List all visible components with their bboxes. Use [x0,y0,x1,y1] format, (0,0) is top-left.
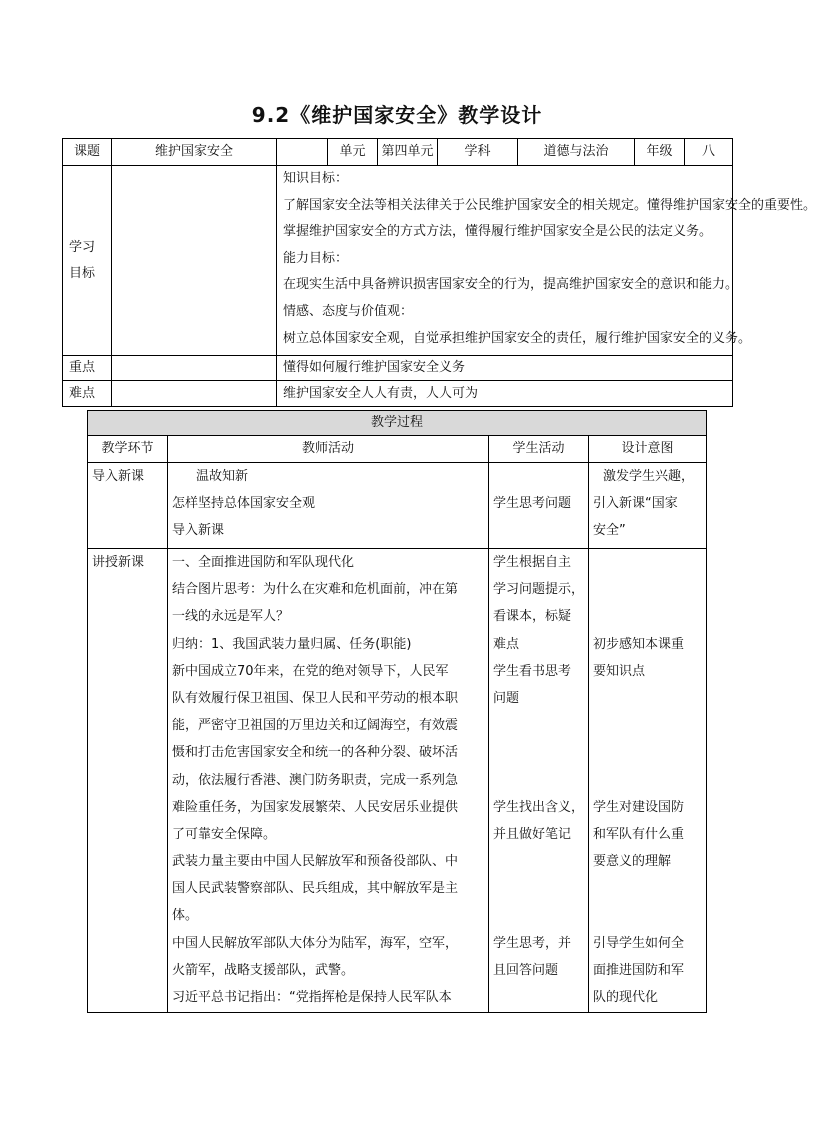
blank-cell [277,139,328,166]
grade-label: 年级 [635,139,685,166]
intent-line [593,603,702,630]
teacher-line: 了可靠安全保障。 [172,826,277,842]
goal-line: 能力目标： [283,250,349,266]
student-line [493,739,584,766]
goal-line: 树立总体国家安全观，自觉承担维护国家安全的责任，履行维护国家安全的义务。 [283,330,752,346]
process-table [87,410,707,1013]
stage-cell [88,549,168,1013]
teacher-line: 武装力量主要由中国人民解放军和预备役部队、中 [172,854,459,870]
table-row [88,463,707,549]
intent-line [593,875,702,902]
student-line [493,767,584,794]
teacher-line: 中国人民解放军部队大体分为陆军，海军，空军， [172,935,459,951]
subject-value: 道德与法治 [518,139,635,166]
teacher-line: 导入新课 [172,523,225,539]
student-line [493,712,584,739]
stage-cell [88,463,168,549]
teacher-line: 怎样坚持总体国家安全观 [172,496,316,512]
intent-line: 激发学生兴趣， [603,469,695,484]
stage-label: 导入新课 [92,469,145,484]
student-line: 看课本，标疑 [493,609,572,625]
header-stage: 教学环节 [88,436,168,463]
teacher-line: 动，依法履行香港、澳门防务职责，完成一系列急 [172,772,459,788]
student-line: 学生找出含义， [493,799,585,815]
intent-line: 要意义的理解 [593,854,672,870]
student-line [493,517,584,544]
teacher-line: 能，严密守卫祖国的万里边关和辽阔海空，有效震 [172,718,459,734]
student-line [493,463,584,490]
goals-label-line-1: 学习 [69,239,96,255]
intent-line: 安全” [593,523,626,539]
course-label: 课题 [63,139,112,166]
teacher-line: 火箭军，战略支援部队，武警。 [172,962,355,978]
subject-label: 学科 [438,139,518,166]
teacher-line: 国人民武装警察部队、民兵组成，其中解放军是主 [172,881,459,897]
intent-line [593,685,702,712]
intent-line: 要知识点 [593,663,646,679]
student-line [493,984,584,1011]
intent-line: 和军队有什么重 [593,826,685,842]
key-blank [112,356,277,381]
student-cell [489,549,589,1013]
student-line: 难点 [493,636,520,652]
student-cell [489,463,589,549]
student-line [493,875,584,902]
teacher-line: 归纳：1、我国武装力量归属、任务(职能) [172,636,412,652]
teacher-line: 一、全面推进国防和军队现代化 [172,555,355,570]
unit-label: 单元 [328,139,378,166]
goals-blank [112,166,277,356]
student-line: 学习问题提示， [493,582,585,598]
goals-label [63,166,112,356]
unit-value: 第四单元 [378,139,438,166]
intent-cell [589,549,707,1013]
student-line [493,848,584,875]
goal-line: 了解国家安全法等相关法律关于公民维护国家安全的相关规定。懂得维护国家安全的重要性。 [283,197,816,213]
goal-line: 知识目标： [283,171,349,186]
process-title: 教学过程 [88,411,707,436]
teacher-line: 新中国成立70年来，在党的绝对领导下，人民军 [172,663,449,679]
student-line: 学生思考，并 [493,935,572,951]
goals-content [277,166,816,356]
key-value: 懂得如何履行维护国家安全义务 [277,356,733,381]
intent-line [593,549,702,576]
teacher-line: 队有效履行保卫祖国、保卫人民和平劳动的根本职 [172,690,459,706]
student-line: 学生看书思考 [493,663,572,679]
difficulty-value: 维护国家安全人人有责，人人可为 [277,381,733,407]
student-line: 学生根据自主 [493,555,572,570]
student-line [493,902,584,929]
stage-label: 讲授新课 [92,555,145,570]
teacher-line: 一线的永远是军人？ [172,609,290,625]
header-student: 学生活动 [489,436,589,463]
teacher-line: 习近平总书记指出：“党指挥枪是保持人民军队本 [172,990,452,1005]
difficulty-label: 难点 [63,381,112,407]
intent-line [593,902,702,929]
teacher-line: 难险重任务，为国家发展繁荣、人民安居乐业提供 [172,799,459,815]
teacher-line: 体。 [172,908,199,924]
intent-line: 学生对建设国防 [593,799,685,815]
teacher-line: 温故知新 [196,469,249,484]
goals-label-line-2: 目标 [69,265,96,281]
intent-line [593,712,702,739]
teacher-line: 慑和打击危害国家安全和统一的各种分裂、破坏活 [172,745,459,761]
teacher-cell [168,463,489,549]
student-line: 并且做好笔记 [493,826,572,842]
intent-line: 面推进国防和军 [593,962,685,978]
intent-line [593,767,702,794]
page-title: 9.2《维护国家安全》教学设计 [251,103,543,127]
intent-line [593,576,702,603]
course-value: 维护国家安全 [112,139,277,166]
teacher-cell [168,549,489,1013]
header-intent: 设计意图 [589,436,707,463]
student-line: 学生思考问题 [493,496,572,512]
intent-line: 引导学生如何全 [593,935,685,951]
teacher-line: 结合图片思考：为什么在灾难和危机面前，冲在第 [172,582,459,598]
student-line: 问题 [493,690,520,706]
header-teacher: 教师活动 [168,436,489,463]
grade-value: 八 [685,139,733,166]
goal-line: 掌握维护国家安全的方式方法，懂得履行维护国家安全是公民的法定义务。 [283,224,713,240]
intent-line: 初步感知本课重 [593,636,685,652]
goal-line: 情感、态度与价值观： [283,303,414,319]
intent-line: 队的现代化 [593,990,659,1005]
intent-line [593,739,702,766]
student-line: 且回答问题 [493,962,559,978]
table-row [88,549,707,1013]
intent-line: 引入新课“国家 [593,496,678,512]
info-table [62,138,816,407]
goal-line: 在现实生活中具备辨识损害国家安全的行为，提高维护国家安全的意识和能力。 [283,277,739,293]
difficulty-blank [112,381,277,407]
intent-cell [589,463,707,549]
key-label: 重点 [63,356,112,381]
